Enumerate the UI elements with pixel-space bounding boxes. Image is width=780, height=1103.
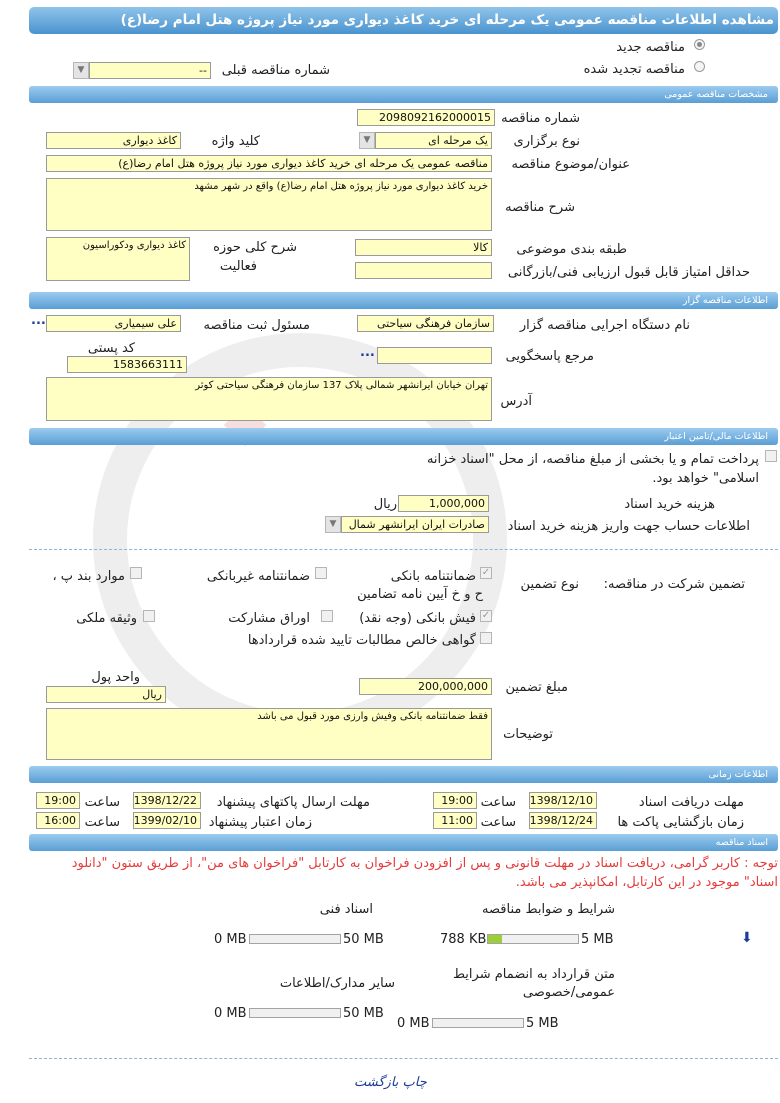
description-label: شرح مناقصه: [505, 200, 575, 215]
nonbank-guarantee-label: ضمانتنامه غیربانکی: [206, 569, 310, 584]
doc-progress-bar: [487, 934, 579, 944]
nonbank-guarantee-checkbox[interactable]: [315, 567, 327, 579]
address-value: تهران خیابان ایرانشهر شمالی پلاک 137 سازمان فرهنگی سیاحتی کوثر: [46, 377, 492, 421]
opening-time-label: ساعت: [480, 815, 516, 830]
doc-max: 50 MB: [343, 1006, 384, 1021]
opening-date: 1398/12/24: [529, 812, 597, 829]
doc-receive-time: 19:00: [433, 792, 477, 809]
radio-renewed-tender[interactable]: [694, 61, 705, 72]
submit-deadline-label: مهلت ارسال پاکتهای پیشنهاد: [216, 795, 370, 810]
activity-label-1: شرح کلی حوزه: [213, 240, 297, 255]
chevron-down-icon[interactable]: ▼: [325, 516, 341, 533]
responder-label: مرجع پاسخگویی: [505, 349, 594, 364]
doc-used: 0 MB: [214, 1006, 247, 1021]
submit-time-label: ساعت: [84, 795, 120, 810]
currency-label: واحد پول: [91, 670, 140, 685]
guarantee-type-label: نوع تضمین: [520, 577, 579, 592]
registrar-value: علی سیمیاری: [46, 315, 181, 332]
min-score-value: [355, 262, 492, 279]
doc-progress-fill: [488, 935, 502, 943]
treasury-checkbox[interactable]: [765, 450, 777, 462]
doc-cost-value: 1,000,000: [398, 495, 489, 512]
doc-max: 5 MB: [526, 1016, 559, 1031]
tender-number-label: شماره مناقصه: [501, 111, 580, 126]
doc-cost-unit: ریال: [373, 497, 397, 512]
postal-code-value: 1583663111: [67, 356, 187, 373]
property-label: وثیقه ملکی: [76, 611, 137, 626]
tender-type-label: نوع برگزاری: [513, 134, 580, 149]
guarantee-amount-label: مبلغ تضمین: [505, 680, 568, 695]
doc-max: 5 MB: [581, 932, 614, 947]
registrar-label: مسئول ثبت مناقصه: [203, 318, 310, 333]
bank-guarantee-checkbox[interactable]: ✓: [481, 567, 491, 578]
radio-new-label: مناقصه جدید: [616, 40, 685, 55]
section-finance: اطلاعات مالی/تامین اعتبار: [29, 428, 778, 445]
doc-receive-time-label: ساعت: [480, 795, 516, 810]
org-value: سازمان فرهنگی سیاحتی: [357, 315, 494, 332]
category-value: کالا: [355, 239, 492, 256]
cash-checkbox[interactable]: ✓: [481, 610, 491, 621]
opening-time: 11:00: [433, 812, 477, 829]
doc-receive-date: 1398/12/10: [529, 792, 597, 809]
min-score-label: حداقل امتیاز قابل قبول ارزیابی فنی/بازرگانی: [507, 265, 750, 280]
responder-more-link[interactable]: ...: [360, 345, 375, 360]
validity-time: 16:00: [36, 812, 80, 829]
bank-guarantee-note: ح و خ آیین نامه تضامین: [357, 587, 483, 602]
bonds-checkbox[interactable]: [321, 610, 333, 622]
radio-new-tender[interactable]: [694, 39, 705, 50]
doc-used: 788 KB: [440, 932, 487, 947]
guarantee-notes-value: فقط ضمانتنامه بانکی وفیش وارزی مورد قبول می باشد: [46, 708, 492, 760]
doc-used: 0 MB: [214, 932, 247, 947]
account-select[interactable]: صادرات ایران ایرانشهر شمال: [341, 516, 489, 533]
doc-receive-label: مهلت دریافت اسناد: [638, 795, 744, 810]
prev-tender-select[interactable]: --: [89, 62, 211, 79]
account-label: اطلاعات حساب جهت واریز هزینه خرید اسناد: [507, 519, 750, 534]
section-timing: اطلاعات زمانی: [29, 766, 778, 783]
divider: [29, 549, 778, 550]
doc-label: شرایط و ضوابط مناقصه: [482, 902, 615, 917]
cash-label: فیش بانکی (وجه نقد): [359, 611, 476, 626]
section-documents: اسناد مناقصه: [29, 834, 778, 851]
doc-label: اسناد فنی: [319, 902, 373, 917]
chevron-down-icon[interactable]: ▼: [359, 132, 375, 149]
registrar-more-link[interactable]: ...: [31, 313, 46, 328]
description-value: خرید کاغذ دیواری مورد نیاز پروژه هتل امام رضا(ع) واقع در شهر مشهد: [46, 178, 492, 231]
doc-progress-bar: [432, 1018, 524, 1028]
guarantee-amount-value: 200,000,000: [359, 678, 492, 695]
category-label: طبقه بندی موضوعی: [516, 242, 627, 257]
tender-type-select[interactable]: یک مرحله ای: [375, 132, 492, 149]
property-checkbox[interactable]: [143, 610, 155, 622]
claims-label: گواهی خالص مطالبات تایید شده قراردادها: [247, 633, 476, 648]
doc-progress-bar: [249, 1008, 341, 1018]
divider: [29, 1058, 778, 1059]
opening-label: زمان بازگشایی پاکت ها: [617, 815, 744, 830]
currency-value: ریال: [46, 686, 166, 703]
address-label: آدرس: [500, 394, 532, 409]
keyword-value: کاغذ دیواری: [46, 132, 181, 149]
keyword-label: کلید واژه: [211, 134, 260, 149]
doc-cost-label: هزینه خرید اسناد: [624, 497, 715, 512]
window-title: مشاهده اطلاعات مناقصه عمومی یک مرحله ای خرید کاغذ دیواری مورد نیاز پروژه هتل امام رضا(ع): [29, 7, 778, 34]
responder-value: [377, 347, 492, 364]
tender-number-value: 2098092162000015: [357, 109, 495, 126]
doc-used: 0 MB: [397, 1016, 430, 1031]
org-label: نام دستگاه اجرایی مناقصه گزار: [519, 318, 690, 333]
download-icon[interactable]: ⬇: [741, 930, 753, 946]
doc-label: سایر مدارک/اطلاعات: [279, 976, 395, 991]
prev-tender-label: شماره مناقصه قبلی: [221, 63, 330, 78]
activity-value: کاغذ دیواری ودکوراسیون: [46, 237, 190, 281]
claims-checkbox[interactable]: [480, 632, 492, 644]
section-general: مشخصات مناقصه عمومی: [29, 86, 778, 103]
bank-guarantee-label: ضمانتنامه بانکی: [390, 569, 476, 584]
doc-max: 50 MB: [343, 932, 384, 947]
validity-label: زمان اعتبار پیشنهاد: [208, 815, 312, 830]
subject-label: عنوان/موضوع مناقصه: [511, 157, 630, 172]
section-organizer: اطلاعات مناقصه گزار: [29, 292, 778, 309]
doc-progress-bar: [249, 934, 341, 944]
postal-code-label: کد پستی: [87, 341, 135, 356]
doc-label: متن قرارداد به انضمام شرایط عمومی/خصوصی: [452, 967, 615, 1000]
bonds-label: اوراق مشارکت: [228, 611, 310, 626]
submit-deadline-time: 19:00: [36, 792, 80, 809]
download-notice: توجه : کاربر گرامی، دریافت اسناد در مهلت قانونی و پس از افزودن فراخوان به کارتابل "فراخوان های من"، از طریق ستون "دانلود اسناد" موجود در این کارتابل، امکانپذیر می باشد.: [71, 856, 778, 890]
subject-value: مناقصه عمومی یک مرحله ای خرید کاغذ دیواری مورد نیاز پروژه هتل امام رضا(ع): [46, 155, 492, 172]
radio-renewed-label: مناقصه تجدید شده: [583, 62, 685, 77]
validity-date: 1399/02/10: [133, 812, 201, 829]
activity-label-2: فعالیت: [219, 259, 257, 274]
chevron-down-icon[interactable]: ▼: [73, 62, 89, 79]
submit-deadline-date: 1398/12/22: [133, 792, 201, 809]
cases-label: موارد بند پ ،: [52, 569, 125, 584]
guarantee-notes-label: توضیحات: [503, 727, 553, 742]
print-back-link[interactable]: چاپ بازگشت: [354, 1075, 427, 1090]
participation-guarantee-label: تضمین شرکت در مناقصه:: [603, 577, 745, 592]
validity-time-label: ساعت: [84, 815, 120, 830]
treasury-text: پرداخت تمام و یا بخشی از مبلغ مناقصه، از محل "اسناد خزانه اسلامی" خواهد بود.: [426, 452, 759, 486]
cases-checkbox[interactable]: [130, 567, 142, 579]
